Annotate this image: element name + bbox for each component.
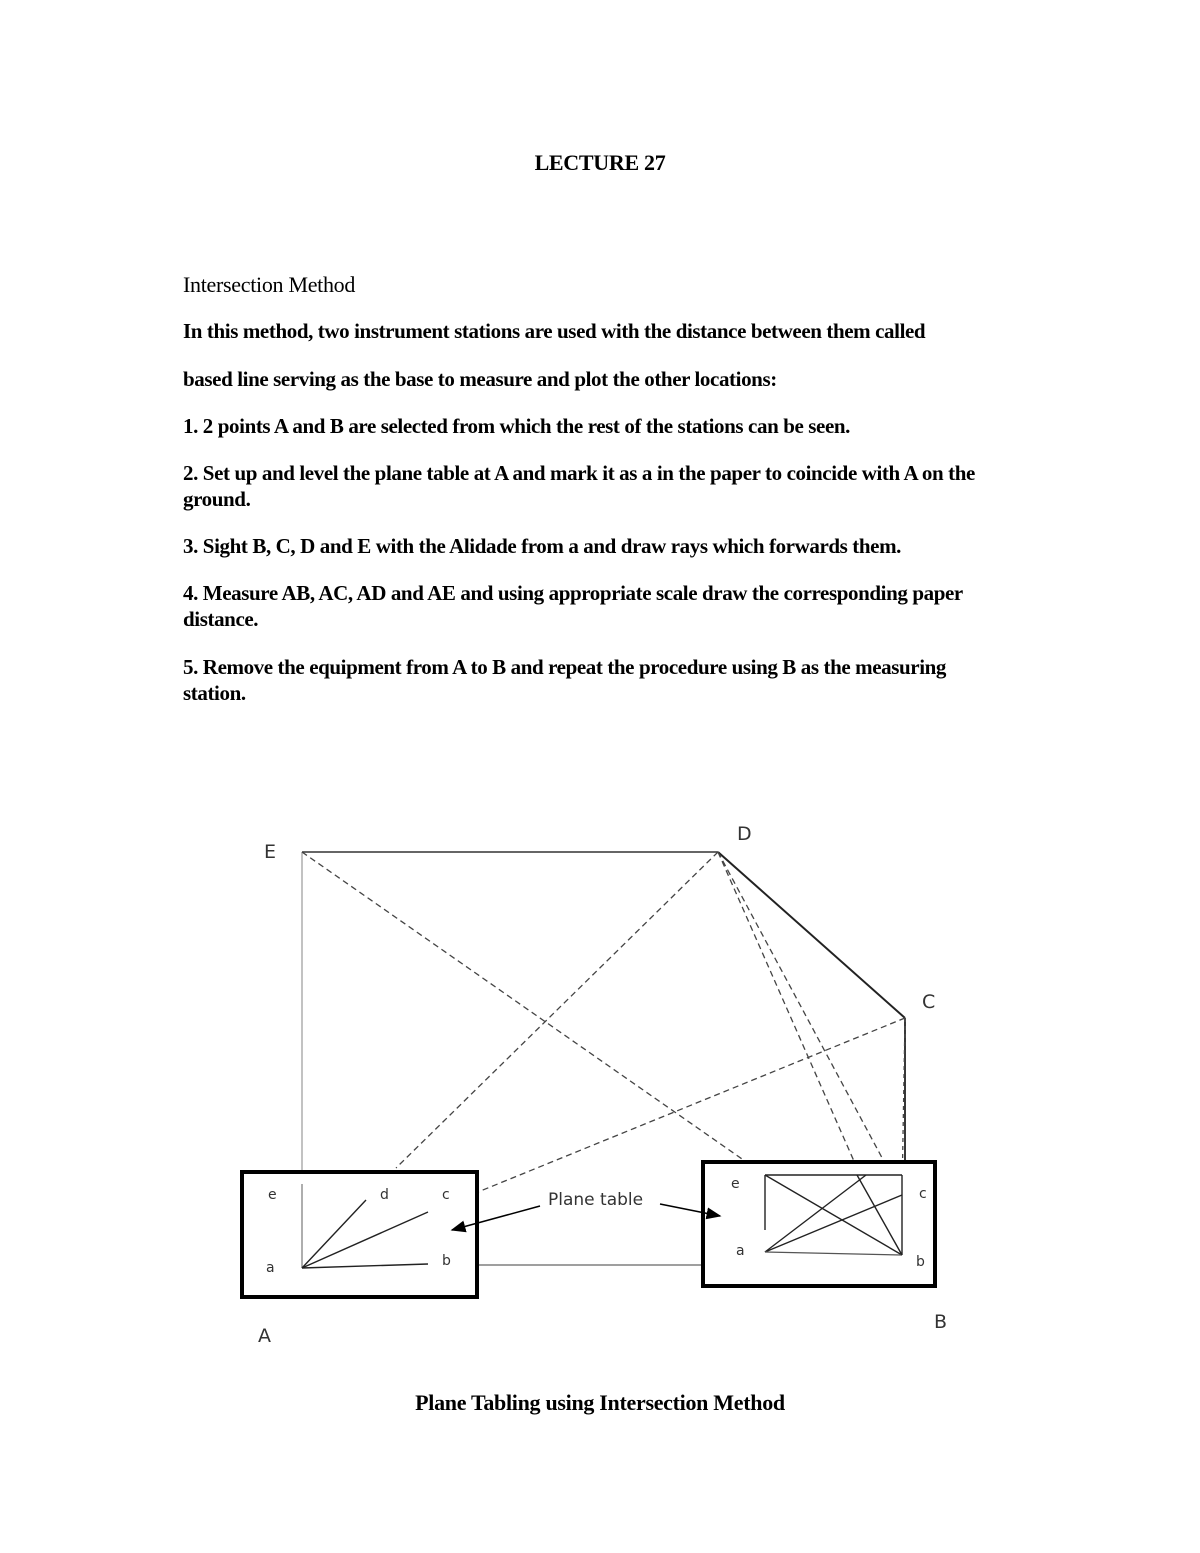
table-a-label-e: e (268, 1187, 277, 1203)
intro-line-1: In this method, two instrument stations are used with the distance between them called (183, 319, 926, 343)
table-b-label-a: a (736, 1243, 745, 1259)
table-a-label-c: c (442, 1187, 450, 1203)
step-5: 5. Remove the equipment from A to B and repeat the procedure using B as the measuring station. (183, 655, 947, 705)
table-a-label-a: a (266, 1260, 275, 1276)
ray-d-b (718, 852, 857, 1168)
label-station-a: A (258, 1325, 271, 1347)
section-heading: Intersection Method (183, 272, 356, 297)
step-3: 3. Sight B, C, D and E with the Alidade from a and draw rays which forwards them. (183, 534, 902, 558)
plane-table-label: Plane table (548, 1190, 644, 1210)
table-b-label-e: e (731, 1176, 740, 1192)
label-station-d: D (737, 823, 752, 845)
ray-d-b2 (718, 852, 902, 1195)
step-4: 4. Measure AB, AC, AD and AE and using appropriate scale draw the corresponding paper distance. (183, 581, 963, 631)
table-b-label-b: b (916, 1254, 925, 1270)
page-title: LECTURE 27 (534, 150, 666, 175)
figure-caption: Plane Tabling using Intersection Method (415, 1390, 785, 1415)
table-a-label-b: b (442, 1253, 451, 1269)
table-b-label-c: c (919, 1186, 927, 1202)
table-a-label-d: d (380, 1187, 389, 1203)
line-d-c (718, 852, 905, 1018)
label-station-e: E (264, 841, 277, 863)
intro-line-2: based line serving as the base to measure and plot the other locations: (183, 367, 777, 391)
label-station-b: B (934, 1311, 948, 1333)
ray-e-b (302, 852, 765, 1175)
ray-d-a (396, 852, 718, 1168)
step-1: 1. 2 points A and B are selected from which the rest of the stations can be seen. (183, 414, 850, 438)
label-station-c: C (922, 991, 936, 1013)
step-2: 2. Set up and level the plane table at A and mark it as a in the paper to coincide with A on the ground. (183, 461, 975, 511)
